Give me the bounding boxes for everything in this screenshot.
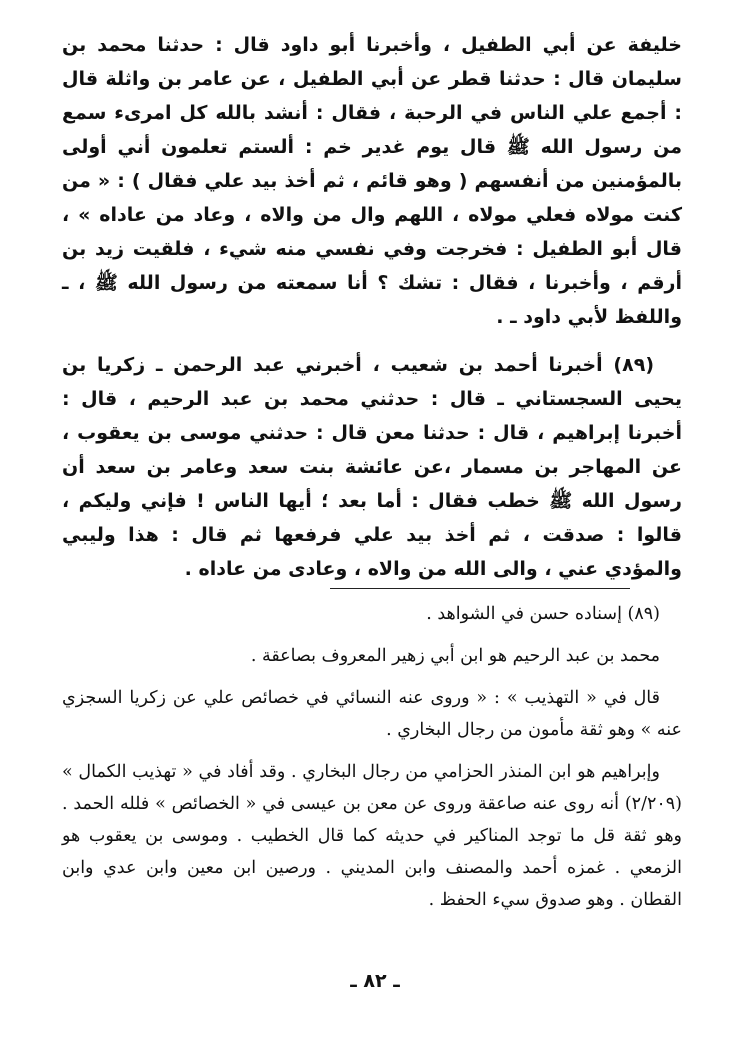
page-number: ـ ٨٢ ـ bbox=[350, 970, 400, 992]
hadith-paragraph: خليفة عن أبي الطفيل ، وأخبرنا أبو داود قال : حدثنا محمد بن سليمان قال : حدثنا قطر عن أبي الطفيل ، عن عامر بن واثلة قال : أجمع علي الناس في الرحبة ، فقال : أنشد بالله كل امرىء سمع من رسول الله ﷺ قال يوم غدير خم : ألستم تعلمون أني أولى بالمؤمنين من أنفسهم ( وهو قائم ، ثم أخذ بيد علي فقال ) : « من كنت مولاه فعلي مولاه ، اللهم وال من والاه ، وعاد من عاداه » ، قال أبو الطفيل : فخرجت وفي نفسي منه شيء ، فلقيت زيد بن أرقم ، وأخبرنا ، فقال : تشك ؟ أنا سمعته من رسول الله ﷺ ، ـ واللفظ لأبي داود ـ . bbox=[62, 34, 682, 328]
footnotes bbox=[62, 598, 682, 926]
footnote-divider bbox=[330, 588, 630, 589]
main-text-body bbox=[62, 28, 682, 586]
footnote-tahdhib-quote: قال في « التهذيب » : « وروى عنه النسائي في خصائص علي عن زكريا السجزي عنه » وهو ثقة مأمون من رجال البخاري . bbox=[62, 688, 682, 740]
footnote-isnad-grade: (٨٩) إسناده حسن في الشواهد . bbox=[426, 604, 660, 624]
footnote-narrator-muhammad: محمد بن عبد الرحيم هو ابن أبي زهير المعروف بصاعقة . bbox=[250, 646, 660, 666]
hadith-paragraph-89: (٨٩) أخبرنا أحمد بن شعيب ، أخبرني عبد الرحمن ـ زكريا بن يحيى السجستاني ـ قال : حدثني محمد بن عبد الرحيم ، قال : أخبرنا إبراهيم ، قال : حدثنا معن قال : حدثني موسى بن يعقوب ، عن المهاجر بن مسمار ،عن عائشة بنت سعد وعامر بن سعد أن رسول الله ﷺ خطب فقال : أما بعد ؛ أيها الناس ! فإني وليكم ، قالوا : صدقت ، ثم أخذ بيد علي فرفعها ثم قال : هذا وليبي والمؤدي عني ، والى الله من والاه ، وعادى من عاداه . bbox=[62, 354, 682, 580]
footnote-narrator-ibrahim: وإبراهيم هو ابن المنذر الحزامي من رجال البخاري . وقد أفاد في « تهذيب الكمال » (٢/٢٠٩) أنه روى عنه صاعقة وروى عن معن بن عيسى في « الخصائص » فلله الحمد . وهو ثقة قل ما توجد المناكير في حديثه كما قال الخطيب . وموسى بن يعقوب هو الزمعي . غمزه أحمد والمصنف وابن المديني . ورصين ابن معين وابن عدي وابن القطان . وهو صدوق سيء الحفظ . bbox=[62, 762, 682, 910]
